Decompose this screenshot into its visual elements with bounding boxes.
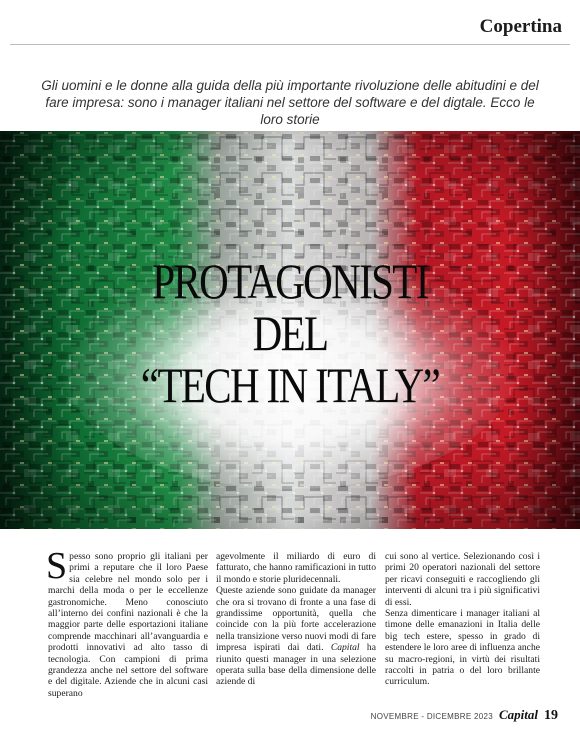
hero-title-line-1: PROTAGONISTI xyxy=(152,253,428,309)
column-3-paragraph-2: Senza dimenticare i manager italiani al timone delle emanazioni in Italia delle big tech estere, spesso in grado di estendere le loro aree di influenza anche su macro-regioni, in virtù dei risultati raccolti in patria o del loro brillante curriculum. xyxy=(385,608,540,688)
lead-paragraph: Gli uomini e le donne alla guida della più importante rivoluzione delle abitudini e del fare impresa: sono i manager italiani nel settore del software e del digtale. Ecco le loro storie xyxy=(41,78,539,127)
hero-title-line-2: DEL xyxy=(252,305,328,361)
hero-title-line-3: “TECH IN ITALY” xyxy=(140,357,440,413)
drop-cap: S xyxy=(46,545,68,587)
body-column-2 xyxy=(216,551,376,688)
page-footer xyxy=(371,707,558,724)
top-divider xyxy=(10,44,570,45)
column-2-text-b: ha riunito questi manager in una selezione operata sulla base della dimensione delle aziende di xyxy=(216,642,376,688)
hero-title xyxy=(52,255,528,411)
column-2-text-a: Queste aziende sono guidate da manager che ora si trovano di fronte a una fase di grandissime opportunità, quella che coincide con la più forte accelerazione nella transizione verso nuovi modi di fare impresa ispirati dai dati. xyxy=(216,585,376,654)
issue-date: NOVEMBRE - DICEMBRE 2023 xyxy=(370,712,493,721)
column-1-text: pesso sono proprio gli italiani per primi a reputare che il loro Paese sia celebre nel mondo solo per i marchi della moda o per le eccellenze gastronomiche. Meno conosciuto all’interno dei confini nazionali è che la maggior parte delle esportazioni italiane comprende macchinari all’avanguardia e prodotti innovativi ad alto tasso di tecnologia. Con campioni di prima grandezza anche nel settore del software e del digitale. Aziende che in alcuni casi superano xyxy=(48,551,208,699)
body-column-3 xyxy=(385,551,540,688)
page-number: 19 xyxy=(544,708,558,723)
section-header: Copertina xyxy=(479,16,562,37)
column-3-paragraph-1: cui sono al vertice. Selezionando così i primi 20 operatori nazionali del settore per ricavi conseguiti e raccogliendo gli interventi di alcuni tra i più significativi di essi. xyxy=(385,551,540,608)
column-2-paragraph-1: agevolmente il miliardo di euro di fatturato, che hanno ramificazioni in tutto il mondo e storie pluridecennali. xyxy=(216,551,376,585)
magazine-brand: Capital xyxy=(498,707,538,722)
column-2-paragraph-2 xyxy=(216,585,376,688)
capital-emphasis: Capital xyxy=(330,642,360,654)
body-column-1 xyxy=(46,545,208,699)
